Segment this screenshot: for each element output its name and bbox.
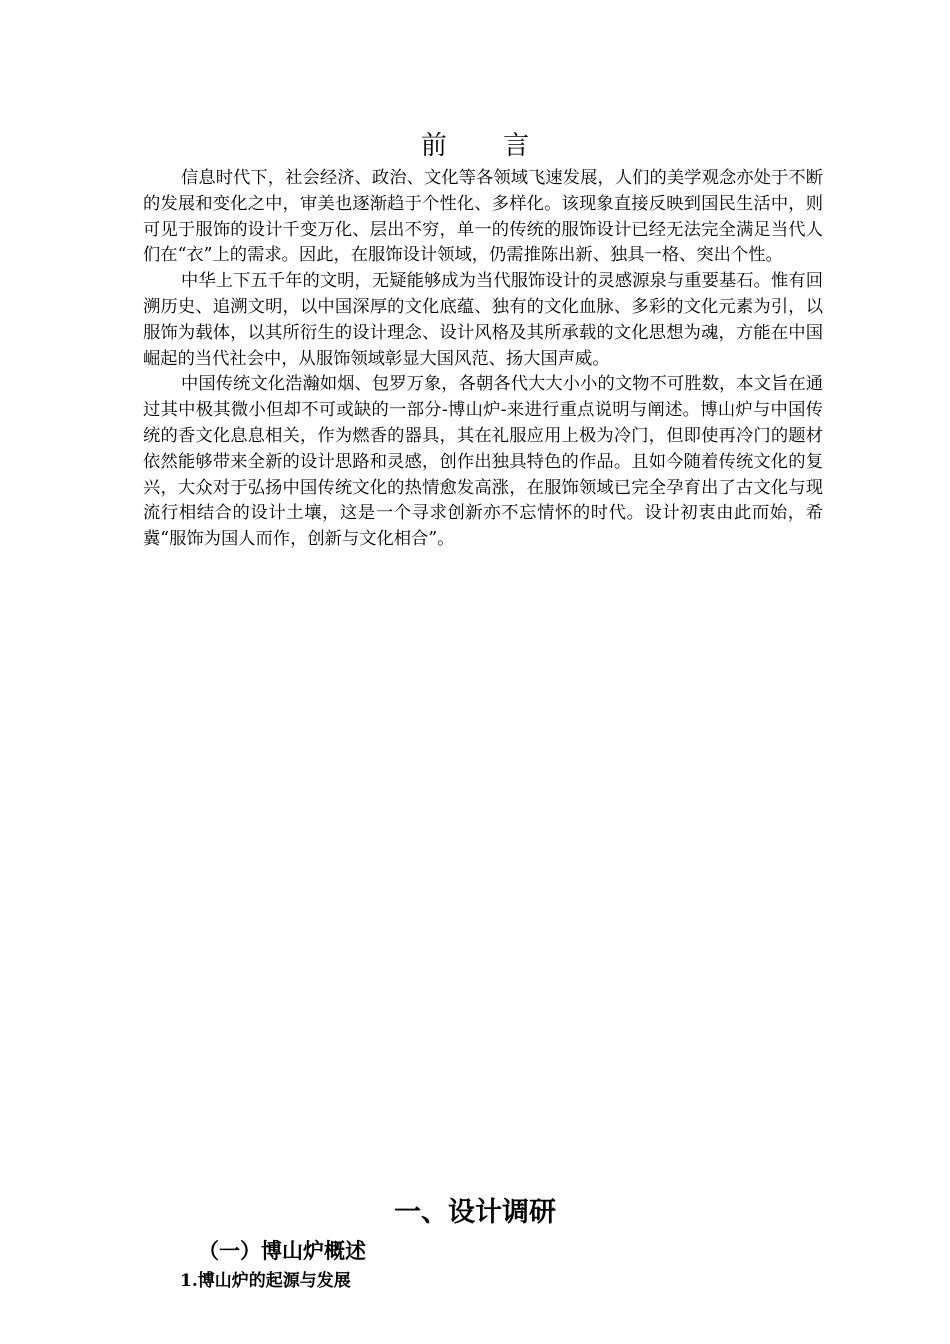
preface-paragraph-3: 中国传统文化浩瀚如烟、包罗万象，各朝各代大大小小的文物不可胜数，本文旨在通过其中极其微小但却不可或缺的一部分-博山炉-来进行重点说明与阐述。博山炉与中国传统的香文化息息相关，作为燃香的器具，其在礼服应用上极为冷门，但即使再冷门的题材依然能够带来全新的设计思路和灵感，创作出独具特色的作品。且如今随着传统文化的复兴，大众对于弘扬中国传统文化的热情愈发高涨，在服饰领域已完全孕育出了古文化与现流行相结合的设计土壤，这是一个寻求创新亦不忘情怀的时代。设计初衷由此而始，希冀“服饰为国人而作，创新与文化相合”。 bbox=[143, 374, 823, 550]
preface-paragraph-1: 信息时代下，社会经济、政治、文化等各领域飞速发展，人们的美学观念亦处于不断的发展和变化之中，审美也逐渐趋于个性化、多样化。该现象直接反映到国民生活中，则可见于服饰的设计千变万化、层出不穷，单一的传统的服饰设计已经无法完全满足当代人们在“衣”上的需求。因此，在服饰设计领域，仍需推陈出新、独具一格、突出个性。 bbox=[143, 168, 823, 266]
chapter-title: 一、设计调研 bbox=[394, 1197, 556, 1228]
preface-body bbox=[143, 166, 823, 553]
subsection-title: 1.博山炉的起源与发展 bbox=[180, 1271, 351, 1291]
preface-paragraph-2: 中华上下五千年的文明，无疑能够成为当代服饰设计的灵感源泉与重要基石。惟有回溯历史、追溯文明，以中国深厚的文化底蕴、独有的文化血脉、多彩的文化元素为引，以服饰为载体，以其所衍生的设计理念、设计风格及其所承载的文化思想为魂，方能在中国崛起的当代社会中，从服饰领域彰显大国风范、扬大国声威。 bbox=[143, 271, 823, 369]
section-title: （一）博山炉概述 bbox=[198, 1239, 366, 1263]
preface-title: 前 言 bbox=[420, 131, 554, 161]
